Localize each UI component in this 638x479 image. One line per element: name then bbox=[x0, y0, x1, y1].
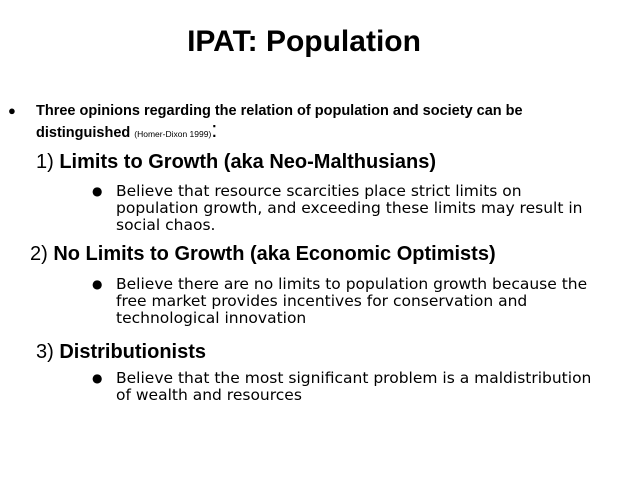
section-number: 2) bbox=[30, 243, 54, 265]
section-point-text: Believe that resource scarcities place strict limits on population growth, and exceeding these limits may result in social chaos. bbox=[116, 182, 583, 234]
intro-citation: (Homer-Dixon 1999) bbox=[134, 129, 212, 139]
section-title: No Limits to Growth (aka Economic Optimists) bbox=[53, 243, 496, 265]
intro-paragraph bbox=[8, 100, 596, 145]
section-heading-1 bbox=[36, 148, 436, 176]
bullet-icon: ● bbox=[92, 184, 103, 198]
bullet-icon: ● bbox=[92, 277, 103, 291]
section-point-text: Believe there are no limits to population growth because the free market provides incentives for conservation and technological innovation bbox=[116, 275, 588, 327]
section-point-1 bbox=[92, 182, 602, 234]
section-point-2 bbox=[92, 275, 602, 327]
bullet-icon: ● bbox=[8, 103, 16, 118]
section-number: 3) bbox=[36, 341, 60, 363]
section-heading-3 bbox=[36, 338, 206, 366]
section-number: 1) bbox=[36, 151, 60, 173]
bullet-icon: ● bbox=[92, 371, 103, 385]
intro-colon: : bbox=[211, 117, 218, 142]
intro-text: Three opinions regarding the relation of population and society can be distinguished bbox=[36, 103, 523, 141]
section-point-3 bbox=[92, 369, 602, 404]
section-heading-2 bbox=[30, 240, 496, 268]
section-title: Distributionists bbox=[59, 341, 207, 363]
section-title: Limits to Growth (aka Neo-Malthusians) bbox=[59, 151, 437, 173]
section-point-text: Believe that the most significant problem is a maldistribution of wealth and resources bbox=[116, 369, 592, 404]
slide-title: IPAT: Population bbox=[187, 25, 421, 58]
